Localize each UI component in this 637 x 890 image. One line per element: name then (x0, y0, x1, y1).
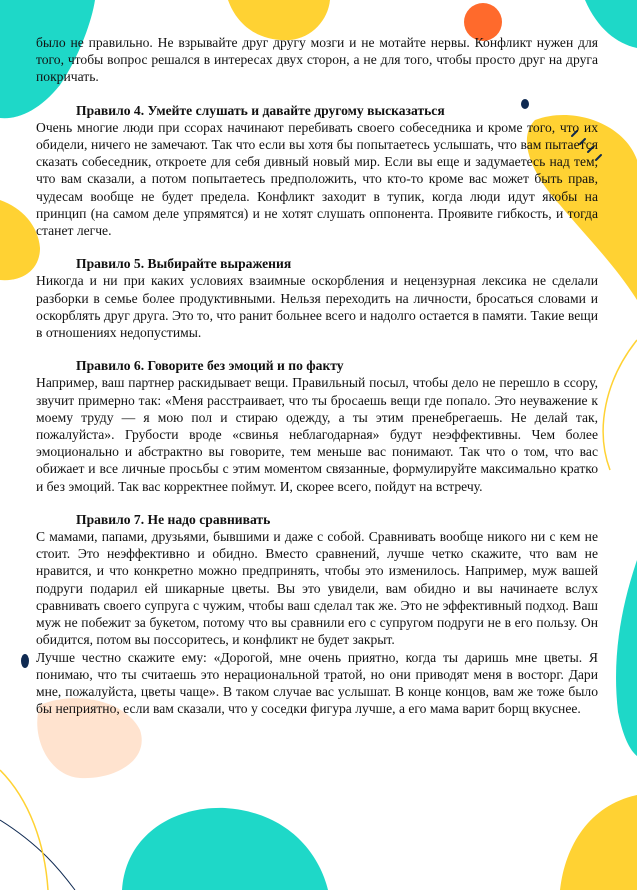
section-paragraph: Лучше честно скажите ему: «Дорогой, мне очень приятно, когда ты даришь мне цветы. Я понимаю, что ты считаешь это нерациональной тратой, но они приводят меня в восторг. Дари мне, пожалуйста, цветы чаще». В таком случае вас услышат. В конце концов, вам же тоже было бы неприятно, если вам сказали, что у соседки фигура лучше, а его мама варит борщ вкуснее. (36, 649, 598, 717)
yellow-curve-right (603, 340, 637, 470)
section-paragraph: Например, ваш партнер раскидывает вещи. Правильный посыл, чтобы дело не перешло в ссору, звучит примерно так: «Меня расстраивает, что ты бросаешь вещи где попало. Это неуважение к моему труду — я мою пол и стираю одежду, а ты этим пренебрегаешь. Не делай так, пожалуйста». Грубости вроде «свинья неблагодарная» будут неэффективны. Чем более эмоционально и абстрактно вы говорите, тем меньше вас понимают. Так что о том, что вас обижает и все личные просьбы с этим моментом связанные, формулируйте максимально кратко и без эмоций. Так вас корректнее поймут. И, скорее всего, пойдут на встречу. (36, 375, 598, 494)
teal-blob-bottom (122, 808, 328, 890)
yellow-curve-bottom-left (0, 770, 48, 890)
intro-paragraph: было не правильно. Не взрывайте друг другу мозги и не мотайте нервы. Конфликт нужен для того, чтобы вопрос решался в интересах двух сторон, а не для того, чтобы просто друг на друга покричать. (36, 35, 598, 85)
bottom-left-lines (0, 820, 75, 890)
navy-dot-left (21, 654, 29, 668)
section-heading-rule-7: Правило 7. Не надо сравнивать (76, 511, 271, 527)
section-paragraph: Никогда и ни при каких условиях взаимные оскорбления и нецензурная лексика не сделали разборки в семье более продуктивными. Нельзя переходить на личности, бросаться словами и оскорблять друг друга. Это то, что ранит больнее всего и надолго остается в памяти. Такие вещи в отношениях недопустимы. (36, 273, 598, 341)
document-body (36, 34, 598, 717)
section-heading-rule-6: Правило 6. Говорите без эмоций и по факту (76, 358, 344, 374)
section-paragraph: Очень многие люди при ссорах начинают перебивать своего собеседника и кроме того, что их обидели, ничего не замечают. Так что если вы хотя бы попытаетесь услышать, что вам пытается сказать собеседник, откроете для себя дивный новый мир. Если вы еще и задумаетесь над тем, что вам сказали, а потом попытаетесь предположить, что кто-то кроме вас может быть прав, чудесам вообще не будет предела. Конфликт заходит в тупик, когда люди идут якобы на принцип (на самом деле упрямятся) и не хотят слушать оппонента. Проявите гибкость, и тогда станет легче. (36, 119, 598, 239)
yellow-blob-bottom-right (560, 795, 637, 890)
yellow-blob-left (0, 200, 40, 280)
section-heading-rule-5: Правило 5. Выбирайте выражения (76, 256, 292, 272)
section-heading-rule-4: Правило 4. Умейте слушать и давайте другому высказаться (76, 102, 445, 118)
teal-blob-right-lower (616, 560, 637, 756)
section-paragraph: С мамами, папами, друзьями, бывшими и даже с собой. Сравнивать вообще никого ни с кем не стоит. Это неэффективно и обидно. Вместо сравнений, лучше четко скажите, что вам не нравится, и что конкретно можно предпринять, чтобы это изменилось. Например, муж вашей подруги подарил ей шикарные цветы. Вы это увидели, вам обидно и вы начинаете вслух сравнивать своего супруга с чужим, чтобы ваш сделал так же. Это не эффективный подход. Ваш муж не побежит за букетом, потому что вы сравнили его с супругом подруги не в его пользу. Он обидится, потом вы поссоритесь, и конфликт не будет закрыт. (36, 529, 598, 648)
